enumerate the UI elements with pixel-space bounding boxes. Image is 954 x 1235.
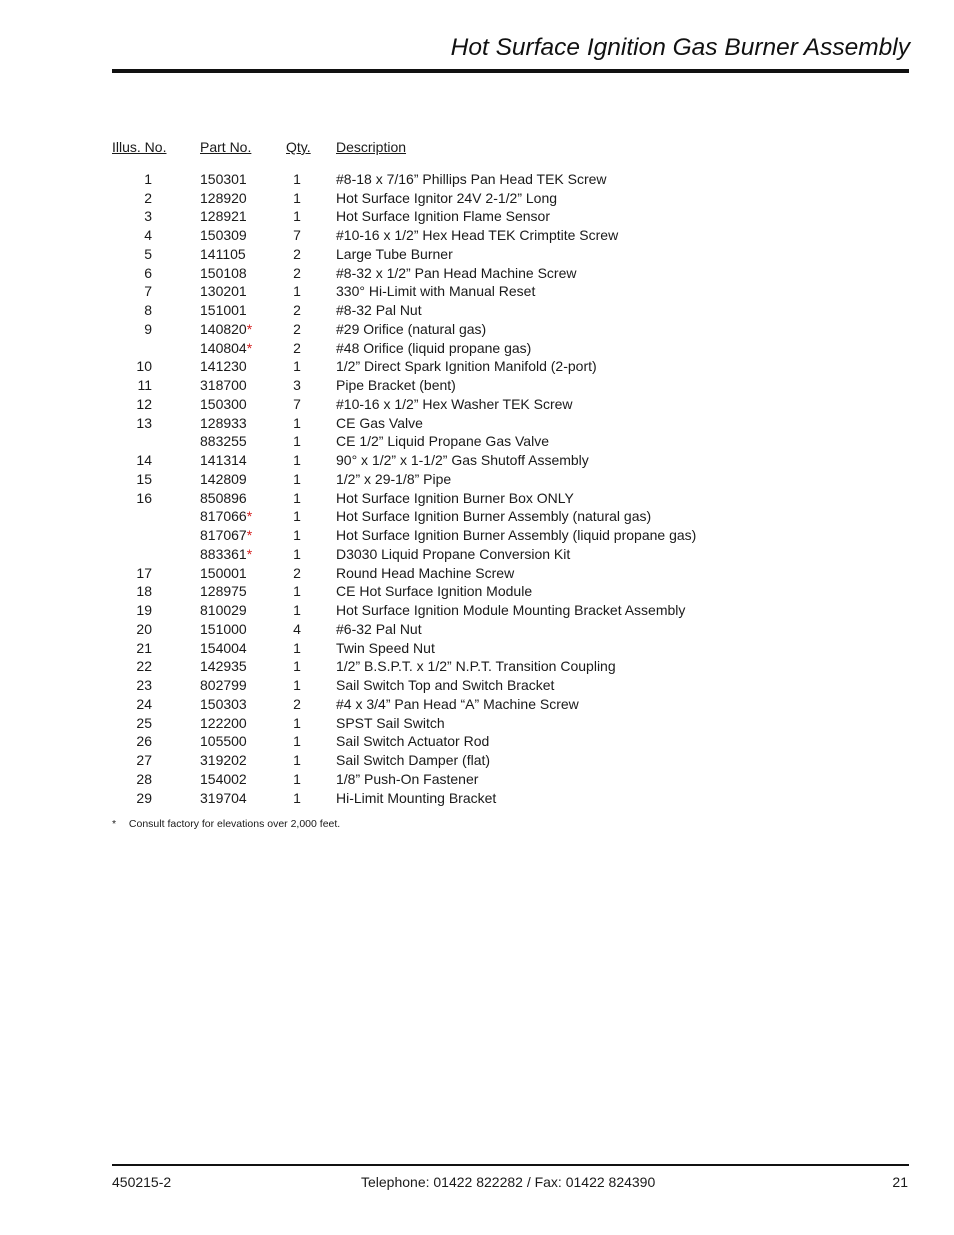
description-cell: #10-16 x 1/2” Hex Head TEK Crimptite Screw (336, 227, 619, 243)
header-illus-no: Illus. No. (112, 139, 167, 155)
part-number: 150001 (200, 564, 247, 581)
part-no-cell (200, 564, 247, 583)
part-number: 128933 (200, 414, 247, 431)
table-row (112, 732, 812, 751)
part-no-cell (200, 264, 247, 283)
part-no-cell (200, 339, 252, 358)
table-row (112, 189, 812, 208)
table-row (112, 526, 812, 545)
part-no-cell (200, 620, 247, 639)
description-cell: Twin Speed Nut (336, 639, 435, 656)
part-number: 810029 (200, 602, 247, 618)
table-row (112, 301, 812, 320)
part-number: 817066 (200, 508, 247, 525)
part-no-cell (200, 414, 247, 433)
part-no-cell (200, 582, 247, 601)
part-number: 140820 (200, 320, 247, 337)
table-row (112, 470, 812, 489)
description-cell: CE 1/2” Liquid Propane Gas Valve (336, 433, 549, 450)
part-number: 150309 (200, 227, 247, 243)
footnote (112, 818, 340, 830)
qty-cell: 1 (293, 414, 301, 431)
illus-no-cell: 8 (144, 302, 152, 318)
part-no-cell (200, 226, 247, 245)
qty-cell: 1 (293, 283, 301, 300)
illus-no-cell: 22 (136, 658, 152, 675)
description-cell: 330° Hi-Limit with Manual Reset (336, 283, 536, 300)
description-cell: Sail Switch Damper (flat) (336, 752, 491, 768)
description-cell: #8-32 Pal Nut (336, 302, 422, 318)
title-divider (112, 69, 909, 73)
qty-cell: 1 (293, 208, 301, 225)
description-cell: 1/2” B.S.P.T. x 1/2” N.P.T. Transition Coupling (336, 658, 616, 675)
description-cell: Hot Surface Ignition Module Mounting Bracket Assembly (336, 602, 686, 618)
part-no-cell (200, 789, 247, 808)
description-cell: Large Tube Burner (336, 245, 453, 262)
description-cell: 1/2” Direct Spark Ignition Manifold (2-port) (336, 358, 597, 375)
qty-cell: 1 (293, 470, 301, 487)
part-no-cell (200, 507, 252, 526)
part-no-cell (200, 170, 247, 189)
qty-cell: 1 (293, 189, 301, 206)
description-cell: Pipe Bracket (bent) (336, 377, 456, 393)
part-number: 802799 (200, 677, 247, 693)
qty-cell: 1 (293, 789, 301, 806)
qty-cell: 1 (293, 452, 301, 468)
table-row (112, 432, 812, 451)
part-no-cell (200, 470, 247, 489)
qty-cell: 1 (293, 639, 301, 656)
qty-cell: 1 (293, 508, 301, 525)
illus-no-cell: 20 (136, 620, 152, 637)
table-row (112, 264, 812, 283)
table-row (112, 564, 812, 583)
illus-no-cell: 5 (144, 245, 152, 262)
page-title: Hot Surface Ignition Gas Burner Assembly (450, 34, 910, 61)
description-cell: CE Hot Surface Ignition Module (336, 583, 533, 600)
illus-no-cell: 25 (136, 714, 152, 731)
part-number: 141105 (200, 245, 246, 262)
part-number: 141314 (200, 452, 247, 468)
part-no-cell (200, 320, 252, 339)
table-row (112, 714, 812, 733)
illus-no-cell: 17 (136, 564, 152, 581)
part-no-cell (200, 601, 247, 620)
description-cell: 1/8” Push-On Fastener (336, 770, 479, 787)
page-number: 21 (892, 1174, 908, 1190)
part-number: 122200 (200, 714, 247, 731)
part-no-cell (200, 732, 247, 751)
part-number: 850896 (200, 489, 247, 506)
part-no-cell (200, 207, 247, 226)
table-row (112, 170, 812, 189)
description-cell: Sail Switch Actuator Rod (336, 733, 490, 750)
description-cell: Hot Surface Ignition Burner Box ONLY (336, 489, 574, 506)
illus-no-cell: 3 (144, 208, 152, 225)
part-number: 128921 (200, 208, 247, 225)
table-row (112, 376, 812, 395)
qty-cell: 1 (293, 714, 301, 731)
header-qty: Qty. (286, 139, 311, 155)
part-number: 140804 (200, 339, 247, 356)
table-row (112, 414, 812, 433)
part-number: 817067 (200, 527, 247, 543)
parts-table (112, 138, 812, 807)
qty-cell: 7 (293, 395, 301, 412)
description-cell: Round Head Machine Screw (336, 564, 515, 581)
part-no-cell (200, 245, 246, 264)
description-cell: 1/2” x 29-1/8” Pipe (336, 470, 452, 487)
illus-no-cell: 14 (136, 452, 152, 468)
illus-no-cell: 10 (136, 358, 152, 375)
part-no-cell (200, 189, 247, 208)
qty-cell: 1 (293, 658, 301, 675)
table-header (112, 138, 812, 157)
illus-no-cell: 9 (144, 320, 152, 337)
part-no-cell (200, 282, 247, 301)
qty-cell: 4 (293, 620, 301, 637)
part-number: 150301 (200, 170, 247, 187)
table-row (112, 451, 812, 470)
part-no-cell (200, 770, 247, 789)
part-number: 150108 (200, 264, 247, 281)
part-number: 142935 (200, 658, 247, 675)
table-row (112, 339, 812, 358)
description-cell: #6-32 Pal Nut (336, 620, 422, 637)
table-row (112, 657, 812, 676)
part-no-cell (200, 751, 247, 770)
qty-cell: 1 (293, 770, 301, 787)
table-body (112, 170, 812, 808)
qty-cell: 1 (293, 358, 301, 375)
qty-cell: 1 (293, 489, 301, 506)
illus-no-cell: 23 (136, 677, 152, 693)
part-number: 142809 (200, 470, 247, 487)
table-row (112, 770, 812, 789)
part-number: 883361 (200, 545, 247, 562)
description-cell: #48 Orifice (liquid propane gas) (336, 339, 532, 356)
description-cell: #29 Orifice (natural gas) (336, 320, 487, 337)
part-number: 151001 (200, 302, 247, 318)
part-number: 128975 (200, 583, 247, 600)
description-cell: Hi-Limit Mounting Bracket (336, 789, 497, 806)
part-no-cell (200, 545, 252, 564)
elevation-note-asterisk: * (246, 508, 253, 525)
qty-cell: 2 (293, 695, 301, 712)
part-no-cell (200, 676, 247, 695)
table-row (112, 395, 812, 414)
illus-no-cell: 19 (136, 602, 152, 618)
illus-no-cell: 28 (136, 770, 152, 787)
table-row (112, 245, 812, 264)
qty-cell: 2 (293, 320, 301, 337)
table-row (112, 507, 812, 526)
illus-no-cell: 2 (144, 189, 152, 206)
illus-no-cell: 1 (144, 170, 152, 187)
part-no-cell (200, 526, 252, 545)
qty-cell: 2 (293, 245, 301, 262)
description-cell: Hot Surface Ignition Burner Assembly (natural gas) (336, 508, 652, 525)
part-number: 128920 (200, 189, 247, 206)
part-no-cell (200, 357, 247, 376)
description-cell: Sail Switch Top and Switch Bracket (336, 677, 555, 693)
qty-cell: 2 (293, 302, 301, 318)
illus-no-cell: 29 (136, 789, 152, 806)
part-number: 154002 (200, 770, 247, 787)
table-row (112, 751, 812, 770)
part-no-cell (200, 301, 247, 320)
part-number: 130201 (200, 283, 247, 300)
part-number: 318700 (200, 377, 247, 393)
table-row (112, 282, 812, 301)
table-row (112, 789, 812, 808)
table-row (112, 582, 812, 601)
part-no-cell (200, 395, 247, 414)
part-number: 319202 (200, 752, 247, 768)
qty-cell: 2 (293, 264, 301, 281)
qty-cell: 2 (293, 564, 301, 581)
table-row (112, 357, 812, 376)
part-number: 150303 (200, 695, 247, 712)
qty-cell: 1 (293, 527, 301, 543)
footnote-text: Consult factory for elevations over 2,000 feet. (128, 818, 341, 830)
part-number: 883255 (200, 433, 247, 450)
elevation-note-asterisk: * (246, 320, 253, 337)
table-row (112, 620, 812, 639)
description-cell: SPST Sail Switch (336, 714, 445, 731)
table-row (112, 545, 812, 564)
qty-cell: 1 (293, 752, 301, 768)
description-cell: #8-32 x 1/2” Pan Head Machine Screw (336, 264, 577, 281)
qty-cell: 3 (293, 377, 301, 393)
table-row (112, 320, 812, 339)
illus-no-cell: 13 (136, 414, 152, 431)
part-no-cell (200, 714, 247, 733)
qty-cell: 7 (293, 227, 301, 243)
table-row (112, 639, 812, 658)
description-cell: #10-16 x 1/2” Hex Washer TEK Screw (336, 395, 573, 412)
part-number: 154004 (200, 639, 247, 656)
illus-no-cell: 24 (136, 695, 152, 712)
part-no-cell (200, 451, 247, 470)
illus-no-cell: 26 (136, 733, 152, 750)
contact-info: Telephone: 01422 822282 / Fax: 01422 824390 (361, 1174, 656, 1190)
illus-no-cell: 11 (137, 377, 152, 393)
illus-no-cell: 4 (144, 227, 152, 243)
table-row (112, 695, 812, 714)
table-row (112, 676, 812, 695)
header-description: Description (336, 139, 407, 155)
illus-no-cell: 15 (136, 470, 152, 487)
description-cell: #8-18 x 7/16” Phillips Pan Head TEK Screw (336, 170, 607, 187)
part-no-cell (200, 639, 247, 658)
description-cell: Hot Surface Ignition Burner Assembly (liquid propane gas) (336, 527, 697, 543)
part-number: 141230 (200, 358, 247, 375)
part-number: 105500 (200, 733, 247, 750)
part-no-cell (200, 695, 247, 714)
header-part-no: Part No. (200, 139, 252, 155)
qty-cell: 2 (293, 339, 301, 356)
illus-no-cell: 27 (136, 752, 152, 768)
part-no-cell (200, 376, 247, 395)
document-number: 450215-2 (112, 1174, 172, 1190)
description-cell: Hot Surface Ignitor 24V 2-1/2” Long (336, 189, 558, 206)
illus-no-cell: 16 (136, 489, 152, 506)
qty-cell: 1 (293, 433, 301, 450)
part-number: 150300 (200, 395, 247, 412)
illus-no-cell: 21 (136, 639, 152, 656)
qty-cell: 1 (293, 545, 301, 562)
description-cell: 90° x 1/2” x 1-1/2” Gas Shutoff Assembly (336, 452, 589, 468)
part-no-cell (200, 489, 247, 508)
description-cell: #4 x 3/4” Pan Head “A” Machine Screw (336, 695, 579, 712)
description-cell: Hot Surface Ignition Flame Sensor (336, 208, 550, 225)
description-cell: D3030 Liquid Propane Conversion Kit (336, 545, 571, 562)
qty-cell: 1 (293, 170, 301, 187)
table-row (112, 489, 812, 508)
part-no-cell (200, 657, 247, 676)
qty-cell: 1 (293, 602, 301, 618)
part-number: 151000 (200, 620, 247, 637)
illus-no-cell: 6 (144, 264, 152, 281)
footer-divider (112, 1164, 909, 1166)
qty-cell: 1 (293, 733, 301, 750)
elevation-note-asterisk: * (246, 545, 253, 562)
illus-no-cell: 18 (136, 583, 152, 600)
table-row (112, 207, 812, 226)
part-no-cell (200, 432, 247, 451)
qty-cell: 1 (293, 583, 301, 600)
illus-no-cell: 12 (136, 395, 152, 412)
illus-no-cell: 7 (144, 283, 152, 300)
elevation-note-asterisk: * (246, 339, 253, 356)
footnote-mark: * (112, 818, 117, 830)
elevation-note-asterisk: * (246, 527, 253, 543)
table-row (112, 226, 812, 245)
qty-cell: 1 (293, 677, 301, 693)
part-number: 319704 (200, 789, 247, 806)
table-row (112, 601, 812, 620)
description-cell: CE Gas Valve (336, 414, 423, 431)
